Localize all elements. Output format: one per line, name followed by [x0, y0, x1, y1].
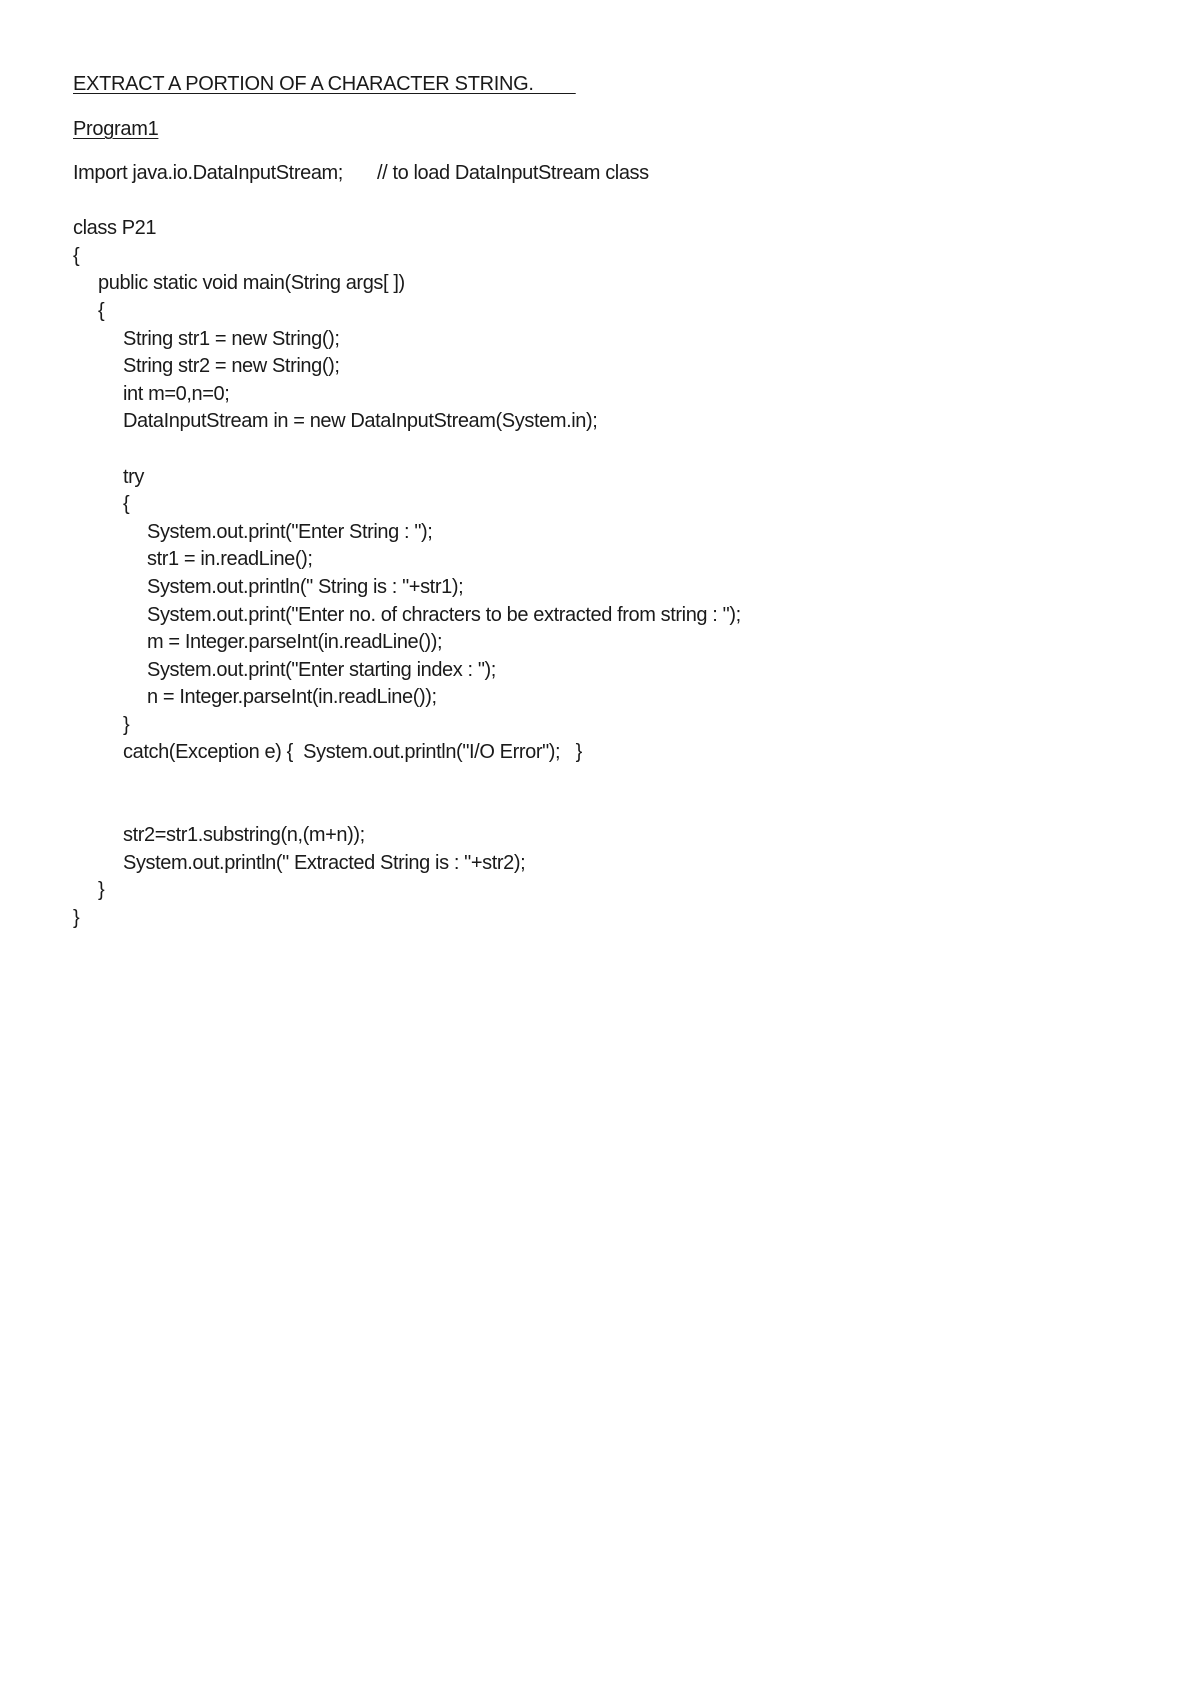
code-line: public static void main(String args[ ]): [98, 272, 405, 295]
code-line: n = Integer.parseInt(in.readLine());: [147, 686, 437, 709]
code-line: String str2 = new String();: [123, 355, 340, 378]
code-line: }: [98, 879, 105, 902]
code-line: System.out.println(" Extracted String is : "+str2);: [123, 851, 526, 874]
code-line: }: [73, 907, 80, 930]
code-line: m = Integer.parseInt(in.readLine());: [147, 631, 443, 654]
code-line: String str1 = new String();: [123, 327, 340, 350]
code-line: [73, 767, 741, 795]
code-line: System.out.print("Enter String : ");: [147, 520, 433, 543]
code-line: DataInputStream in = new DataInputStream(System.in);: [123, 410, 598, 433]
code-line: System.out.print("Enter starting index : ");: [147, 658, 496, 681]
code-listing: [73, 160, 741, 933]
code-line: {: [123, 493, 130, 516]
code-line: {: [73, 244, 80, 267]
code-line: str1 = in.readLine();: [147, 548, 313, 571]
document-title: EXTRACT A PORTION OF A CHARACTER STRING.: [73, 73, 576, 95]
code-line: [73, 188, 741, 216]
code-line: [73, 436, 741, 464]
code-line: }: [123, 713, 130, 736]
import-comment: // to load DataInputStream class: [376, 162, 649, 184]
code-line: System.out.print("Enter no. of chracters to be extracted from string : ");: [147, 603, 741, 626]
code-line: str2=str1.substring(n,(m+n));: [123, 824, 365, 847]
program-heading: Program1: [73, 118, 159, 140]
code-line: System.out.println(" String is : "+str1);: [147, 575, 464, 598]
code-line: catch(Exception e) { System.out.println("I/O Error"); }: [123, 741, 582, 764]
code-line: class P21: [73, 217, 157, 240]
code-line: try: [123, 465, 145, 488]
import-code: Import java.io.DataInputStream;: [73, 162, 343, 184]
code-line: int m=0,n=0;: [123, 382, 230, 405]
import-line: [73, 160, 741, 188]
code-line: [73, 795, 741, 823]
code-line: {: [98, 299, 105, 322]
